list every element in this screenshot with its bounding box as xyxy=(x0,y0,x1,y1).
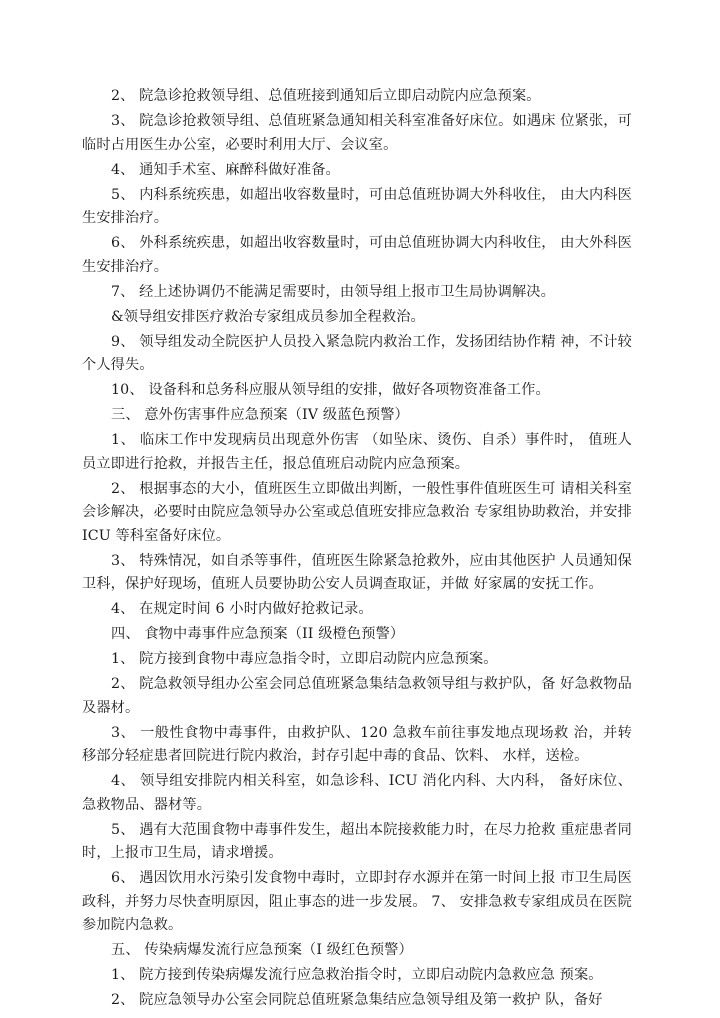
paragraph: 9、 领导组发动全院医护人员投入紧急院内救治工作，发扬团结协作精 神，不计较个人得失。 xyxy=(82,333,632,373)
paragraph: 1、 院方接到传染病爆发流行应急救治指令时，立即启动院内急救应急 预案。 xyxy=(111,967,603,983)
paragraph: 2、 根据事态的大小，值班医生立即做出判断，一般性事件值班医生可 请相关科室会诊解决，必要时由院应急领导办公室或总值班安排应急救治 专家组协助救治，并安排 ICU 等科室备好床位。 xyxy=(82,480,632,544)
paragraph: 1、 院方接到食物中毒应急指令时，立即启动院内应急预案。 xyxy=(111,651,498,667)
section-heading: 五、 传染病爆发流行应急预案（I 级红色预警） xyxy=(111,942,413,958)
paragraph: 1、 临床工作中发现病员出现意外伤害 （如坠床、烫伤、自杀）事件时， 值班人员立即进行抢救，并报告主任，报总值班启动院内应急预案。 xyxy=(82,432,632,472)
paragraph: 5、 遇有大范围食物中毒事件发生，超出本院接救能力时，在尽力抢救 重症患者同时，上报市卫生局，请求增援。 xyxy=(82,821,632,861)
paragraph: 3、 一般性食物中毒事件，由救护队、120 急救车前往事发地点现场救 治，并转移部分轻症患者回院进行院内救治，封存引起中毒的食品、饮料、 水样，送检。 xyxy=(82,724,632,764)
paragraph: 4、 领导组安排院内相关科室，如急诊科、ICU 消化内科、大内科， 备好床位、急救物品、器材等。 xyxy=(82,773,632,813)
paragraph: 3、 院急诊抢救领导组、总值班紧急通知相关科室准备好床位。如遇床 位紧张，可临时占用医生办公室，必要时利用大厅、会议室。 xyxy=(82,113,632,153)
document-body xyxy=(82,85,632,1014)
paragraph: 10、 设备科和总务科应服从领导组的安排，做好各项物资准备工作。 xyxy=(111,382,550,398)
paragraph: 2、 院急救领导组办公室会同总值班紧急集结急救领导组与救护队，备 好急救物品及器材。 xyxy=(82,676,632,716)
paragraph: 4、 通知手术室、麻醉科做好准备。 xyxy=(111,161,340,178)
paragraph: 7、 经上述协调仍不能满足需要时，由领导组上报市卫生局协调解决。 xyxy=(111,283,555,300)
paragraph: &领导组安排医疗救治专家组成员参加全程救治。 xyxy=(111,308,425,325)
paragraph: 6、 遇因饮用水污染引发食物中毒时，立即封存水源并在第一时间上报 市卫生局医政科，并努力尽快查明原因，阻止事态的进一步发展。 7、 安排急救专家组成员在医院参加院内急救。 xyxy=(82,870,632,933)
paragraph: 2、 院急诊抢救领导组、总值班接到通知后立即启动院内应急预案。 xyxy=(111,88,541,104)
paragraph: 6、 外科系统疾患，如超出收容数量时，可由总值班协调大内科收住， 由大外科医生安排治疗。 xyxy=(82,235,632,275)
paragraph: 3、 特殊情况，如自杀等事件，值班医生除紧急抢救外，应由其他医护 人员通知保卫科，保护好现场，值班人员要协助公安人员调查取证，并做 好家属的安抚工作。 xyxy=(82,552,632,592)
paragraph: 4、 在规定时间 6 小时内做好抢救记录。 xyxy=(111,601,373,617)
section-heading: 四、 食物中毒事件应急预案（II 级橙色预警） xyxy=(111,626,405,642)
paragraph: 2、 院应急领导办公室会同院总值班紧急集结应急领导组及第一救护 队，备好 xyxy=(111,992,603,1008)
paragraph: 5、 内科系统疾患，如超出收容数量时，可由总值班协调大外科收住， 由大内科医生安排治疗。 xyxy=(82,186,632,226)
section-heading: 三、 意外伤害事件应急预案（IV 级蓝色预警） xyxy=(111,407,409,423)
